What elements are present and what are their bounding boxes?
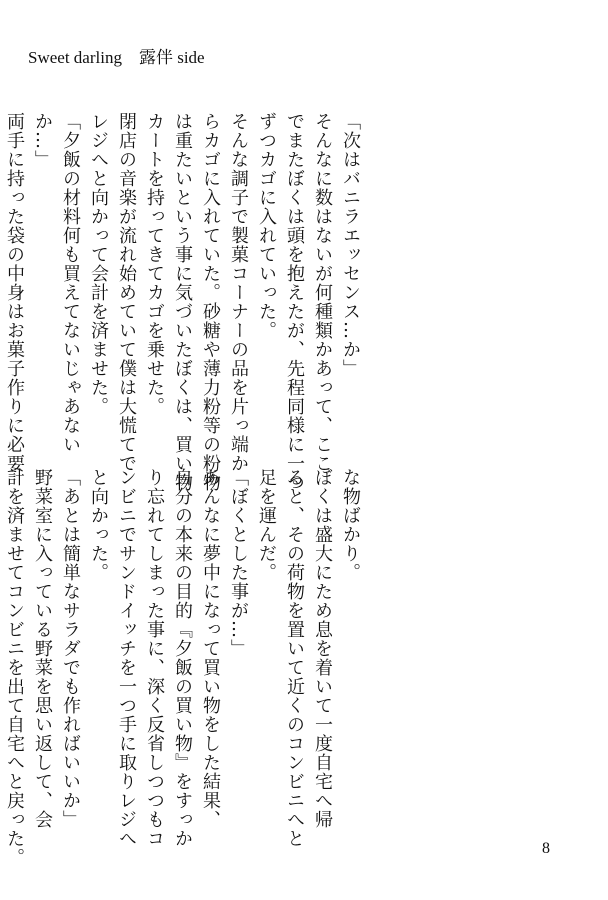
text-line: と向かった。: [88, 468, 109, 582]
text-line: あんなに夢中になって買い物をした結果、: [200, 468, 221, 829]
text-line: 「次はバニラエッセンス…か」: [340, 112, 361, 378]
text-line: そんな調子で製菓コーナーの品を片っ端か: [228, 112, 249, 473]
text-line: 足を運んだ。: [256, 468, 277, 582]
text-line: り忘れてしまった事に、深く反省しつつもコ: [144, 468, 165, 848]
text-line: ンビニでサンドイッチを一つ手に取りレジへ: [116, 468, 137, 848]
text-line: ると、その荷物を置いて近くのコンビニへと: [284, 468, 305, 848]
text-line: カートを持ってきてカゴを乗せた。: [144, 112, 165, 416]
text-line: 「ぼくとした事が…」: [228, 468, 249, 658]
text-line: でまたぼくは頭を抱えたが、先程同様に一つ: [284, 112, 305, 492]
text-line: 両手に持った袋の中身はお菓子作りに必要: [4, 112, 25, 473]
lower-text-block: [0, 468, 364, 867]
text-line: 計を済ませてコンビニを出て自宅へと戻った。: [4, 468, 25, 867]
page-number: 8: [542, 840, 550, 857]
text-line: な物ばかり。: [340, 468, 361, 582]
text-line: 閉店の音楽が流れ始めていて僕は大慌てで: [116, 112, 137, 473]
text-line: は重たいという事に気づいたぼくは、買い物: [172, 112, 193, 492]
text-line: ずつカゴに入れていった。: [256, 112, 277, 340]
text-line: 野菜室に入っている野菜を思い返して、会: [32, 468, 53, 829]
upper-text-block: [0, 112, 364, 492]
page-header-title: Sweet darling 露伴 side: [28, 48, 205, 67]
text-line: らカゴに入れていた。砂糖や薄力粉等の粉物: [200, 112, 221, 492]
text-line: 自分の本来の目的『夕飯の買い物』をすっか: [172, 468, 193, 848]
text-line: そんなに数はないが何種類かあって、ここ: [312, 112, 333, 473]
text-line: 「夕飯の材料何も買えてないじゃあない: [60, 112, 81, 454]
text-line: 「あとは簡単なサラダでも作ればいいか」: [60, 468, 81, 829]
text-line: ぼくは盛大にため息を着いて一度自宅へ帰: [312, 468, 333, 829]
text-line: か…」: [32, 112, 53, 169]
text-line: レジへと向かって会計を済ませた。: [88, 112, 109, 416]
